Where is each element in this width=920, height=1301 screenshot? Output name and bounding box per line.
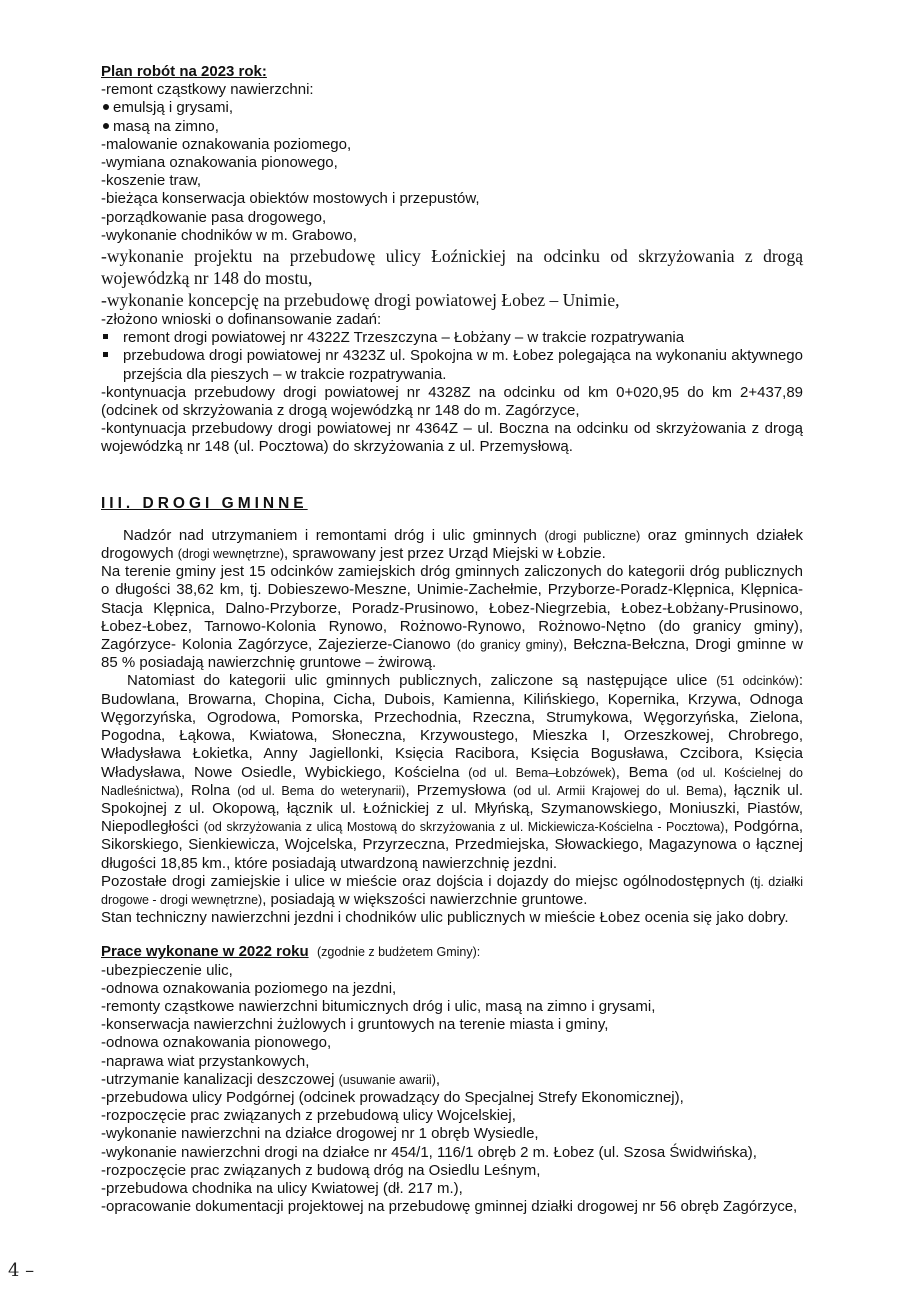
plan-item: -remont cząstkowy nawierzchni: xyxy=(101,81,314,99)
plan-item: -kontynuacja przebudowy drogi powiatowej nr 4328Z na odcinku od km 0+020,95 do km 2+437,89 (odcinek od skrzyżowania z drogą wojewódzką nr 148 do m. Zagórzyce, xyxy=(101,383,803,420)
bullet-square-icon xyxy=(103,352,108,357)
plan-item: -wykonanie koncepcję na przebudowę drogi powiatowej Łobez – Unimie, xyxy=(101,290,620,311)
plan-bullet: przebudowa drogi powiatowej nr 4323Z ul. Spokojna w m. Łobez polegająca na wykonaniu aktywnego przejścia dla pieszych – w trakcie rozpatrywania. xyxy=(101,347,803,383)
plan-item: -kontynuacja przebudowy drogi powiatowej nr 4364Z – ul. Boczna na odcinku od skrzyżowania z drogą wojewódzką nr 148 (ul. Pocztowa) do skrzyżowania z ul. Przemysłową. xyxy=(101,420,803,456)
list-item: -rozpoczęcie prac związanych z przebudową ulicy Wojcelskiej, xyxy=(101,1107,516,1125)
plan-item: -bieżąca konserwacja obiektów mostowych i przepustów, xyxy=(101,190,480,208)
plan-subitem: emulsją i grysami, xyxy=(101,99,803,117)
list-item: -odnowa oznakowania poziomego na jezdni, xyxy=(101,979,397,997)
handwritten-page-mark: 4 – xyxy=(8,1260,35,1281)
plan-item: -wykonanie chodników w m. Grabowo, xyxy=(101,226,357,244)
list-item: -rozpoczęcie prac związanych z budową dróg na Osiedlu Leśnym, xyxy=(101,1161,541,1179)
paragraph: Pozostałe drogi zamiejskie i ulice w mieście oraz dojścia i dojazdy do miejsc ogólnodostępnych (tj. działki drogowe - drogi wewnętrzne), posiadają w większości nawierzchnie gruntowe. xyxy=(101,872,804,908)
paragraph: Na terenie gminy jest 15 odcinków zamiejskich dróg gminnych zaliczonych do kategorii dróg publicznych o długości 38,62 km, tj. Dobieszewo-Meszne, Unimie-Zachełmie, Przyborze-Poradz-Klępnica, Klępnica-Stacja Klępnica, Dalno-Przyborze, Poradz-Prusinowo, Łobez-Niegrzebia, Łobez-Łobżany-Prusinowo, Łobez-Łobez, Tarnowo-Kolonia Rynowo, Rożnowo-Rynowo, Rożnowo-Nętno (do granicy gminy), Zagórzyce- Kolonia Zagórzyce, Zajezierze-Cianowo (do granicy gminy), Bełczna-Bełczna, Drogi gminne w 85 % posiadają nawierzchnię gruntowe – żwirową. xyxy=(101,563,803,672)
list-item: -wykonanie nawierzchni drogi na działce nr 454/1, 116/1 obręb 2 m. Łobez (ul. Szosa Świdwińska), xyxy=(101,1143,757,1161)
list-item: -ubezpieczenie ulic, xyxy=(101,961,233,979)
paragraph: Nadzór nad utrzymaniem i remontami dróg i ulic gminnych (drogi publiczne) oraz gminnych działek drogowych (drogi wewnętrzne), sprawowany jest przez Urząd Miejski w Łobzie. xyxy=(101,526,803,563)
paragraph: Natomiast do kategorii ulic gminnych publicznych, zaliczone są następujące ulice (51 odcinków): Budowlana, Browarna, Chopina, Cicha, Dubois, Kamienna, Kilińskiego, Kopernika, Krzywa, Odnoga Węgorzyńska, Ogrodowa, Pomorska, Przechodnia, Rzeczna, Strumykowa, Węgorzyńska, Zielona, Pogodna, Łąkowa, Kwiatowa, Słoneczna, Krzywoustego, Mieszka I, Orzeszkowej, Chrobrego, Władysława Łokietka, Anny Jagiellonki, Księcia Racibora, Księcia Bogusława, Czcibora, Księcia Władysława, Nowe Osiedle, Wybickiego, Kościelna (od ul. Bema–Łobzówek), Bema (od ul. Kościelnej do Nadleśnictwa), Rolna (od ul. Bema do weterynarii), Przemysłowa (od ul. Armii Krajowej do ul. Bema), łącznik ul. Spokojnej z ul. Okopową, łącznik ul. Łoźnickiej z ul. Młyńską, Szymanowskiego, Moniuszki, Piastów, Niepodległości (od skrzyżowania z ulicą Mostową do skrzyżowania z ul. Mickiewicza-Kościelna - Pocztowa), Podgórna, Sikorskiego, Sienkiewicza, Wojcelska, Przyrzeczna, Przedmiejska, Słowackiego, Magazynowa o łącznej długości 18,85 km., które posiadają utwardzoną nawierzchnię jezdni. xyxy=(101,672,803,872)
plan-item: -porządkowanie pasa drogowego, xyxy=(101,208,327,226)
prace-heading: Prace wykonane w 2022 roku xyxy=(101,943,309,961)
list-item: -konserwacja nawierzchni żużlowych i gruntowych na terenie miasta i gminy, xyxy=(101,1016,609,1034)
plan-item: -wykonanie projektu na przebudowę ulicy Łoźnickiej na odcinku od skrzyżowania z drogą wojewódzką nr 148 do mostu, xyxy=(101,246,803,289)
plan-item: -koszenie traw, xyxy=(101,172,202,190)
plan-item: -wymiana oznakowania pionowego, xyxy=(101,154,338,172)
document-page xyxy=(101,63,803,1216)
prace-heading-note: (zgodnie z budżetem Gminy): xyxy=(316,945,481,960)
list-item: -przebudowa chodnika na ulicy Kwiatowej (dł. 217 m.), xyxy=(101,1179,463,1197)
bullet-dot-icon xyxy=(103,104,109,110)
list-item: -odnowa oznakowania pionowego, xyxy=(101,1034,332,1052)
list-item: -przebudowa ulicy Podgórnej (odcinek prowadzący do Specjalnej Strefy Ekonomicznej), xyxy=(101,1088,684,1106)
prace-heading-line xyxy=(101,943,803,961)
section-heading: III. DROGI GMINNE xyxy=(101,494,308,512)
plan-bullet: remont drogi powiatowej nr 4322Z Trzeszczyna – Łobżany – w trakcie rozpatrywania xyxy=(101,329,803,347)
plan-subitem: masą na zimno, xyxy=(101,118,803,136)
plan-heading: Plan robót na 2023 rok: xyxy=(101,63,267,80)
list-item: -utrzymanie kanalizacji deszczowej (usuwanie awarii), xyxy=(101,1070,441,1088)
plan-item: -złożono wnioski o dofinansowanie zadań: xyxy=(101,311,382,329)
list-item: -naprawa wiat przystankowych, xyxy=(101,1052,310,1070)
plan-item: -malowanie oznakowania poziomego, xyxy=(101,135,352,153)
list-item: -opracowanie dokumentacji projektowej na przebudowę gminnej działki drogowej nr 56 obręb Zagórzyce, xyxy=(101,1198,798,1216)
list-item: -wykonanie nawierzchni na działce drogowej nr 1 obręb Wysiedle, xyxy=(101,1125,539,1143)
list-item: -remonty cząstkowe nawierzchni bitumicznych dróg i ulic, masą na zimno i grysami, xyxy=(101,997,656,1015)
bullet-dot-icon xyxy=(103,123,109,129)
bullet-square-icon xyxy=(103,334,108,339)
paragraph: Stan techniczny nawierzchni jezdni i chodników ulic publicznych w mieście Łobez ocenia się jako dobry. xyxy=(101,909,789,927)
